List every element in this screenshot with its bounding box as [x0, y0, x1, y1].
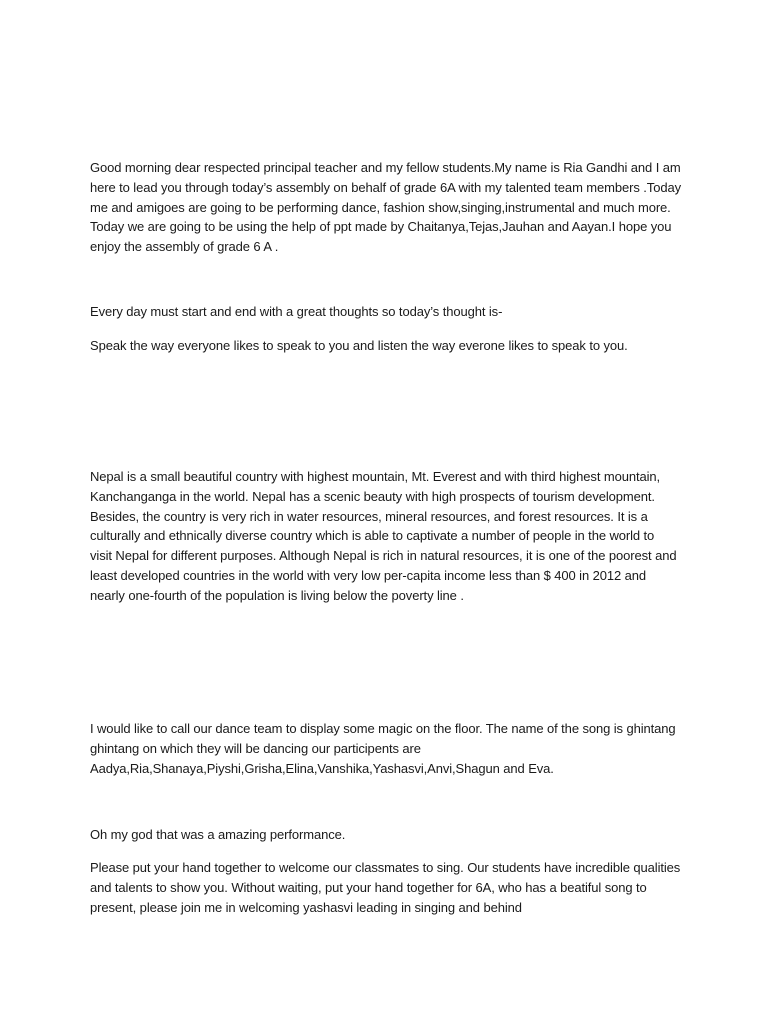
- text-line: nearly one-fourth of the population is living below the poverty line .: [90, 587, 464, 603]
- text-line: Good morning dear respected principal teacher and my fellow students.My name is Ria Gandhi and I am: [90, 160, 681, 175]
- text-line: Speak the way everyone likes to speak to you and listen the way everone likes to speak to you.: [90, 338, 628, 353]
- text-line: enjoy the assembly of grade 6 A .: [90, 239, 279, 255]
- text-line: I would like to call our dance team to display some magic on the floor. The name of the song is ghintang: [90, 721, 676, 736]
- text-line: Today we are going to be using the help of ppt made by Chaitanya,Tejas,Jauhan and Aayan.I hope you: [90, 219, 672, 235]
- text-line: Nepal is a small beautiful country with highest mountain, Mt. Everest and with third highest mountain,: [90, 469, 661, 484]
- paragraph-thought: [90, 336, 690, 356]
- text-line: Kanchanganga in the world. Nepal has a scenic beauty with high prospects of tourism development.: [90, 488, 655, 504]
- paragraph-dance-team: [90, 719, 690, 778]
- text-line: visit Nepal for different purposes. Although Nepal is rich in natural resources, it is one of the poorest and: [90, 548, 677, 564]
- text-line: Every day must start and end with a great thoughts so today’s thought is-: [90, 304, 503, 319]
- text-line: ghintang on which they will be dancing our participents are: [90, 740, 421, 756]
- paragraph-introduction: [90, 158, 690, 257]
- paragraph-nepal: [90, 467, 690, 606]
- text-line: here to lead you through today’s assembly on behalf of grade 6A with my talented team members .Today: [90, 179, 681, 195]
- text-line: Please put your hand together to welcome our classmates to sing. Our students have incredible qualities: [90, 860, 681, 875]
- text-line: culturally and ethnically diverse country which is able to captivate a number of people in the world to: [90, 528, 655, 544]
- text-line: me and amigoes are going to be performing dance, fashion show,singing,instrumental and much more.: [90, 199, 671, 215]
- text-line: least developed countries in the world with very low per-capita income less than $ 400 in 2012 and: [90, 567, 647, 583]
- text-line: and talents to show you. Without waiting, put your hand together for 6A, who has a beatiful song to: [90, 879, 647, 895]
- text-line: Aadya,Ria,Shanaya,Piyshi,Grisha,Elina,Vanshika,Yashasvi,Anvi,Shagun and Eva.: [90, 760, 554, 776]
- paragraph-thought-intro: [90, 302, 690, 322]
- paragraph-performance-reaction: [90, 825, 690, 845]
- text-line: Oh my god that was a amazing performance.: [90, 827, 346, 842]
- text-line: present, please join me in welcoming yashasvi leading in singing and behind: [90, 899, 522, 915]
- paragraph-singing-intro: [90, 858, 690, 917]
- text-line: Besides, the country is very rich in water resources, mineral resources, and forest resources. It is a: [90, 508, 648, 524]
